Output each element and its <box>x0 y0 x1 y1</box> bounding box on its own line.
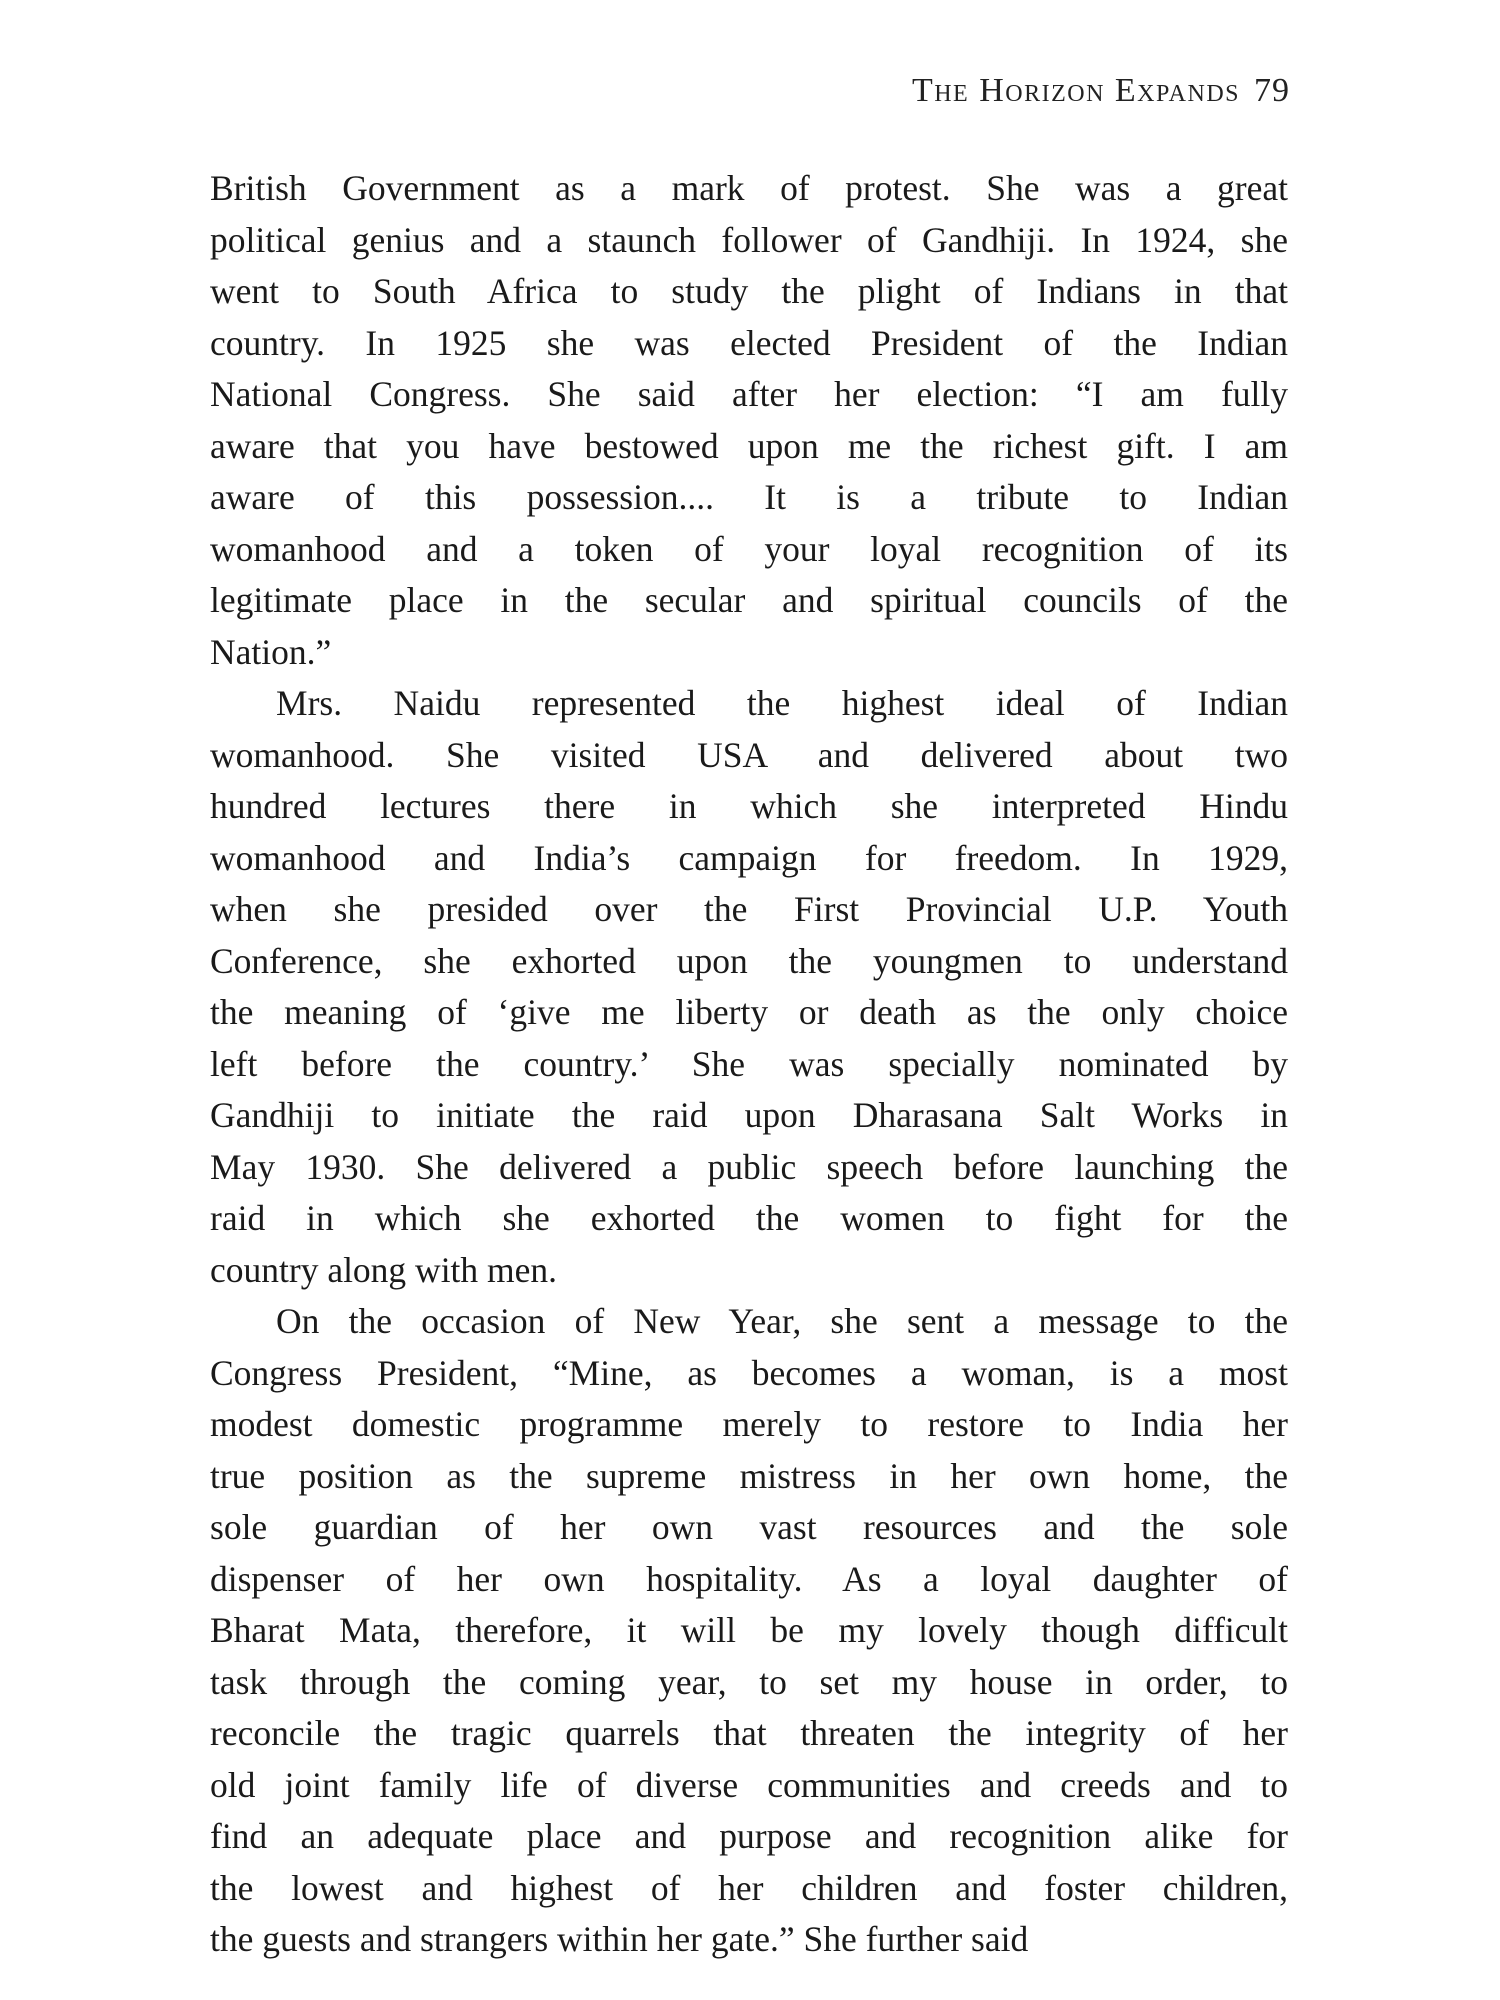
text-line: womanhood. She visited USA and delivered about two <box>210 734 1288 775</box>
running-head <box>912 72 1290 110</box>
text-line: true position as the supreme mistress in her own home, the <box>210 1455 1288 1496</box>
text-line: country. In 1925 she was elected President of the Indian <box>210 322 1288 363</box>
text-line: Gandhiji to initiate the raid upon Dharasana Salt Works in <box>210 1095 1288 1135</box>
text-line: raid in which she exhorted the women to fight for the <box>210 1198 1288 1238</box>
text-line: when she presided over the First Provincial U.P. Youth <box>210 889 1288 929</box>
text-line: task through the coming year, to set my house in order, to <box>210 1661 1288 1702</box>
text-line: hundred lectures there in which she interpreted Hindu <box>210 786 1288 826</box>
text-line: the lowest and highest of her children and foster children, <box>210 1867 1288 1908</box>
text-line: May 1930. She delivered a public speech before launching the <box>210 1146 1288 1187</box>
text-line: British Government as a mark of protest. She was a great <box>210 168 1288 208</box>
text-line: the guests and strangers within her gate.” She further said <box>210 1919 1029 1959</box>
text-line: womanhood and a token of your loyal recognition of its <box>210 528 1288 569</box>
text-line: Bharat Mata, therefore, it will be my lovely though difficult <box>210 1610 1288 1650</box>
text-line: Mrs. Naidu represented the highest ideal of Indian <box>276 683 1288 723</box>
paragraph <box>210 678 1288 1296</box>
text-line: went to South Africa to study the plight of Indians in that <box>210 271 1288 311</box>
text-line: legitimate place in the secular and spiritual councils of the <box>210 580 1288 620</box>
text-line: aware of this possession.... It is a tribute to Indian <box>210 477 1288 517</box>
text-line: On the occasion of New Year, she sent a message to the <box>276 1301 1288 1341</box>
body-text <box>210 163 1288 1966</box>
paragraph <box>210 163 1288 678</box>
text-line: old joint family life of diverse communities and creeds and to <box>210 1764 1288 1805</box>
text-line: Nation.” <box>210 631 332 672</box>
chapter-title: The Horizon Expands <box>911 72 1240 109</box>
text-line: aware that you have bestowed upon me the richest gift. I am <box>210 425 1288 466</box>
text-line: Conference, she exhorted upon the youngmen to understand <box>210 940 1288 981</box>
text-line: sole guardian of her own vast resources and the sole <box>210 1507 1288 1547</box>
text-line: reconcile the tragic quarrels that threaten the integrity of her <box>210 1713 1288 1753</box>
text-line: left before the country.’ She was specially nominated by <box>210 1043 1288 1084</box>
text-line: the meaning of ‘give me liberty or death as the only choice <box>210 992 1288 1032</box>
text-line: womanhood and India’s campaign for freedom. In 1929, <box>210 837 1288 878</box>
text-line: political genius and a staunch follower of Gandhiji. In 1924, she <box>210 219 1288 260</box>
text-line: find an adequate place and purpose and recognition alike for <box>210 1816 1288 1856</box>
text-line: Congress President, “Mine, as becomes a woman, is a most <box>210 1352 1288 1393</box>
page-number: 79 <box>1254 72 1290 109</box>
text-line: National Congress. She said after her election: “I am fully <box>210 374 1288 414</box>
text-line: dispenser of her own hospitality. As a loyal daughter of <box>210 1558 1288 1599</box>
text-line: modest domestic programme merely to restore to India her <box>210 1404 1288 1444</box>
text-line: country along with men. <box>210 1249 558 1290</box>
paragraph <box>210 1296 1288 1966</box>
